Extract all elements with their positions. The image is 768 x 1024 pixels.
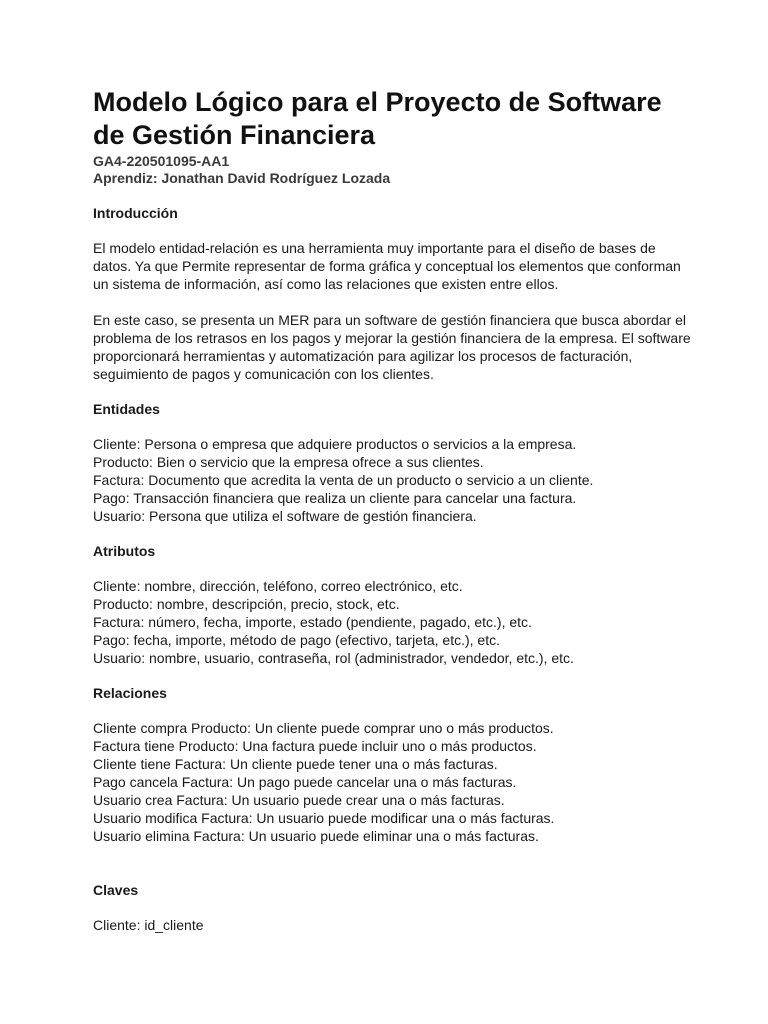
- section-heading-introduccion: Introducción: [93, 205, 178, 221]
- entidad-item: Factura: Documento que acredita la venta de un producto o servicio a un cliente.: [93, 472, 594, 488]
- entidad-item: Producto: Bien o servicio que la empresa ofrece a sus clientes.: [93, 454, 484, 470]
- section-heading-atributos: Atributos: [93, 543, 156, 559]
- entidad-item: Usuario: Persona que utiliza el software de gestión financiera.: [93, 508, 477, 524]
- relacion-item: Pago cancela Factura: Un pago puede cancelar una o más facturas.: [93, 774, 517, 790]
- entidad-item: Pago: Transacción financiera que realiza un cliente para cancelar una factura.: [93, 490, 577, 506]
- relacion-item: Factura tiene Producto: Una factura puede incluir uno o más productos.: [93, 738, 537, 754]
- relacion-item: Usuario elimina Factura: Un usuario puede eliminar una o más facturas.: [93, 828, 539, 844]
- atributo-item: Usuario: nombre, usuario, contraseña, rol (administrador, vendedor, etc.), etc.: [93, 650, 574, 666]
- section-heading-claves: Claves: [93, 882, 139, 898]
- intro-paragraph-2: En este caso, se presenta un MER para un software de gestión financiera que busca abordar el problema de los retrasos en los pagos y mejorar la gestión financiera de la empresa. El software proporcionará herramientas y automatización para agilizar los procesos de facturación, seguimiento de pagos y comunicación con los clientes.: [93, 312, 691, 382]
- relacion-item: Usuario crea Factura: Un usuario puede crear una o más facturas.: [93, 792, 505, 808]
- atributo-item: Factura: número, fecha, importe, estado (pendiente, pagado, etc.), etc.: [93, 614, 532, 630]
- intro-paragraph-1: El modelo entidad-relación es una herramienta muy importante para el diseño de bases de datos. Ya que Permite representar de forma gráfica y conceptual los elementos que conforman un sistema de información, así como las relaciones que existen entre ellos.: [93, 240, 681, 292]
- activity-code: GA4-220501095-AA1: [93, 153, 230, 169]
- atributo-item: Producto: nombre, descripción, precio, stock, etc.: [93, 596, 400, 612]
- atributo-item: Pago: fecha, importe, método de pago (efectivo, tarjeta, etc.), etc.: [93, 632, 500, 648]
- relacion-item: Cliente tiene Factura: Un cliente puede tener una o más facturas.: [93, 756, 498, 772]
- document-title: Modelo Lógico para el Proyecto de Software de Gestión Financiera: [93, 87, 662, 150]
- atributo-item: Cliente: nombre, dirección, teléfono, correo electrónico, etc.: [93, 578, 463, 594]
- entidad-item: Cliente: Persona o empresa que adquiere productos o servicios a la empresa.: [93, 436, 577, 452]
- relacion-item: Usuario modifica Factura: Un usuario puede modificar una o más facturas.: [93, 810, 555, 826]
- author-line: Aprendiz: Jonathan David Rodríguez Lozada: [93, 170, 391, 186]
- section-heading-entidades: Entidades: [93, 401, 160, 417]
- document-page: [93, 86, 693, 934]
- clave-item: Cliente: id_cliente: [93, 917, 204, 933]
- relacion-item: Cliente compra Producto: Un cliente puede comprar uno o más productos.: [93, 720, 554, 736]
- section-heading-relaciones: Relaciones: [93, 685, 167, 701]
